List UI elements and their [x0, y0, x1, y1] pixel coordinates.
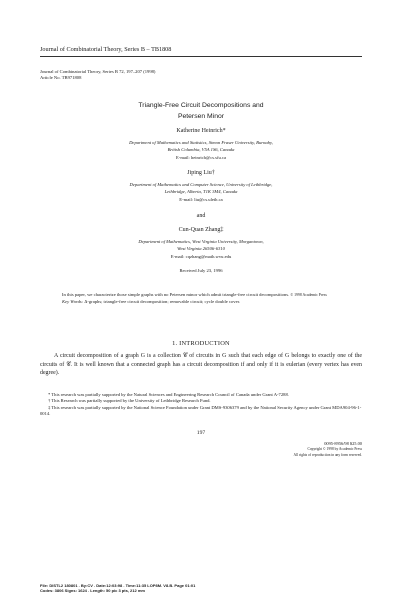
paper-title — [40, 100, 362, 122]
keywords-label: Key Words: — [62, 298, 84, 304]
abstract — [62, 292, 342, 306]
issn-copyright: Copyright © 1998 by Academic Press — [307, 446, 362, 451]
issn-block — [274, 441, 362, 458]
author-email: E-mail: heinrich@cs.sfu.ca — [175, 155, 227, 160]
title-line-1: Triangle-Free Circuit Decompositions and — [138, 102, 264, 109]
author-email: E-mail: liu@cs.uleth.ca — [179, 197, 223, 202]
affiliation-line: Department of Mathematics and Computer Science, University of Lethbridge, — [129, 182, 273, 187]
author-email: E-mail: cqzhang@math.wvu.edu — [170, 254, 232, 259]
journal-citation: Journal of Combinatorial Theory, Series B 72, 197–207 (1998) — [40, 69, 156, 74]
journal-reference — [40, 69, 155, 80]
intro-line: well known that a connected graph has a circuit decomposition if and only — [85, 361, 268, 368]
footnote: † This Research was partially supported by the University of Lethbridge Research Fund. — [48, 398, 211, 404]
file-info-line: Codes: 3806 Signs: 1624 . Length: 50 pic 3 pts, 212 mm — [40, 588, 145, 594]
section-heading: 1. INTRODUCTION — [172, 340, 230, 347]
author-conjunction: and — [196, 213, 206, 219]
footnotes — [40, 392, 362, 418]
keywords-text: Δ-graphs; triangle-free circuit decomposition; removable circuit; cycle double cover. — [84, 298, 241, 304]
affiliation-line: West Virginia 26506-6310 — [177, 245, 225, 251]
issn-rights: All rights of reproduction in any form reserved. — [293, 452, 362, 457]
received-date: Received July 23, 1996 — [179, 268, 223, 273]
intro-line: A circuit decomposition of a graph G is a collection 𝒞 of circuits in G — [54, 353, 227, 359]
file-info-line: File: DISTL2 180801 . By:CV . Date:12:03:98 . Time:11:35 LOP8M. V8.B. Page 01:01 — [40, 583, 196, 588]
file-info-footer — [40, 583, 195, 593]
header-rule — [40, 56, 362, 57]
abstract-text: In this paper, we characterize those simple graphs with no Petersen minor which admit triangle-free circuit decompositions. — [62, 292, 290, 297]
running-head: Journal of Combinatorial Theory, Series B – TB1808 — [40, 46, 172, 53]
affiliation-line: Department of Mathematics, West Virginia University, Morgantown, — [138, 239, 264, 244]
affiliation-line: Department of Mathematics and Statistics, Simon Fraser University, Burnaby, — [129, 140, 273, 145]
author-affiliation — [40, 140, 362, 154]
affiliation-line: Lethbridge, Alberta, T1K 3M4, Canada — [164, 188, 238, 194]
footnote: * This research was partially supported by the Natural Sciences and Engineering Research Council of Canada under Grant A-7288. — [48, 392, 289, 397]
author-name: Cun-Quan Zhang‡ — [178, 227, 224, 233]
author-name: Katherine Heinrich* — [176, 128, 226, 134]
article-number: Article No. TB971808 — [40, 74, 82, 80]
page-number: 197 — [196, 430, 206, 436]
intro-line: if it is eulerian (every vertex has even degree). — [40, 361, 362, 377]
intro-line: such that each edge of G belongs to exactly one of the circuits of 𝒞. It is — [40, 353, 362, 368]
author-affiliation — [40, 239, 362, 253]
author-affiliation — [40, 182, 362, 196]
author-name: Jiping Liu† — [187, 170, 215, 176]
issn-price: 0095-8956/98 $25.00 — [324, 441, 362, 446]
abstract-copyright: © 1998 Academic Press — [290, 293, 327, 297]
footnote: ‡ This research was partially supported by the National Science Foundation under Grant DMS-9306379 and by the National Security Agency under Grant MDA904-96-1-0014. — [40, 404, 362, 417]
intro-paragraph — [40, 352, 362, 378]
title-line-2: Petersen Minor — [177, 113, 225, 120]
affiliation-line: British Columbia, V5A 1S6, Canada — [167, 146, 235, 152]
